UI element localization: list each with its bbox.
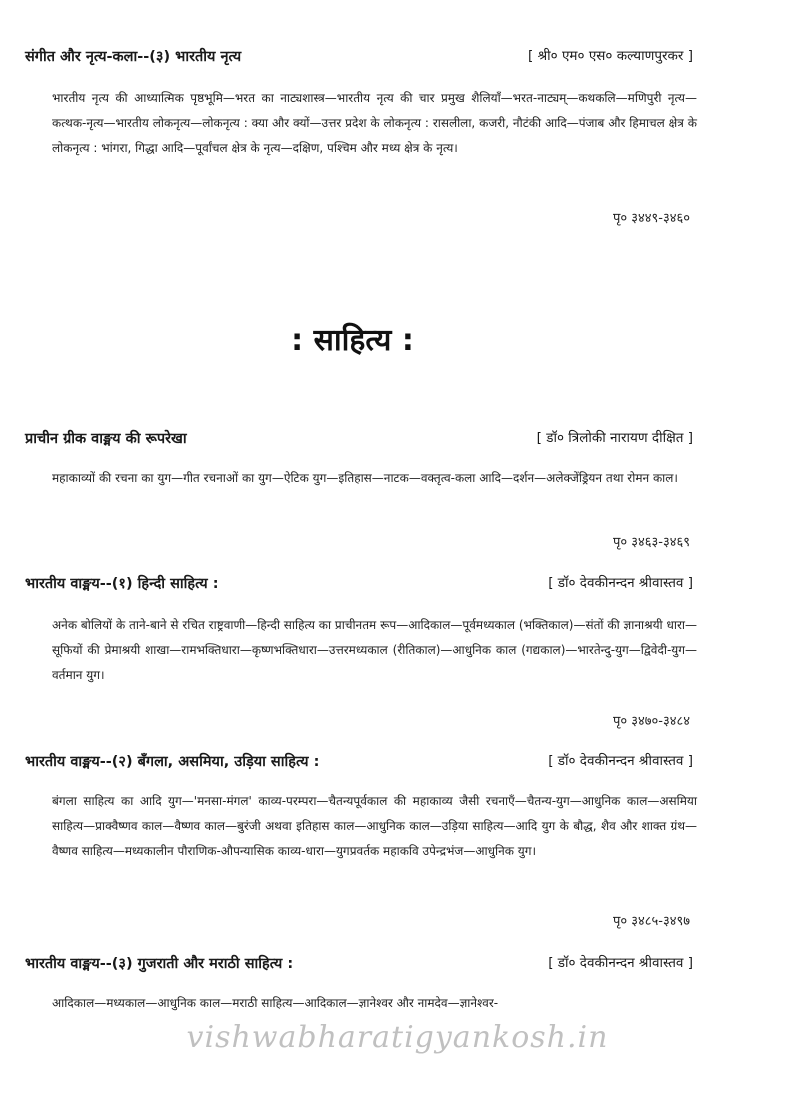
- entry-body: आदिकाल—मध्यकाल—आधुनिक काल—मराठी साहित्य—आदिकाल—ज्ञानेश्वर और नामदेव—ज्ञानेश्वर-: [52, 996, 499, 1010]
- entry-page-range: पृ० ३४६३-३४६९: [612, 535, 690, 550]
- section-heading: : साहित्य :: [291, 323, 414, 358]
- entry-author: [ डॉ० देवकीनन्दन श्रीवास्तव ]: [548, 575, 693, 591]
- entry-title: भारतीय वाङ्मय--(२) बँगला, असमिया, उड़िया साहित्य :: [25, 754, 320, 770]
- entry-title: भारतीय वाङ्मय--(१) हिन्दी साहित्य :: [25, 576, 219, 592]
- entry-page-range: पृ० ३४८५-३४९७: [612, 914, 690, 929]
- entry-author: [ डॉ० देवकीनन्दन श्रीवास्तव ]: [548, 955, 693, 971]
- entry-title: संगीत और नृत्य-कला--(३) भारतीय नृत्य: [25, 49, 242, 65]
- entry-author: [ डॉ० त्रिलोकी नारायण दीक्षित ]: [536, 430, 693, 446]
- entry-body: महाकाव्यों की रचना का युग—गीत रचनाओं का युग—ऐटिक युग—इतिहास—नाटक—वक्तृत्व-कला आदि—दर्शन—अलेक्जेंड्रियन तथा रोमन काल।: [52, 471, 678, 485]
- entry-page-range: पृ० ३४४९-३४६०: [612, 211, 690, 226]
- entry-page-range: पृ० ३४७०-३४८४: [612, 714, 690, 729]
- watermark-text: vishwabharatigyankosh.in: [186, 1020, 609, 1055]
- entry-author: [ डॉ० देवकीनन्दन श्रीवास्तव ]: [548, 753, 693, 769]
- entry-title: भारतीय वाङ्मय--(३) गुजराती और मराठी साहित्य :: [25, 956, 294, 972]
- entry-title: प्राचीन ग्रीक वाङ्मय की रूपरेखा: [25, 431, 187, 447]
- entry-body: भारतीय नृत्य की आध्यात्मिक पृष्ठभूमि—भरत का नाट्यशास्त्र—भारतीय नृत्य की चार प्रमुख शैलियाँ—भरत-नाट्यम्—कथकलि—मणिपुरी नृत्य—कत्थक-नृत्य—भारतीय लोकनृत्य—लोकनृत्य : क्या और क्यों—उत्तर प्रदेश के लोकनृत्य : रासलीला, कजरी, नौटंकी आदि—पंजाब और हिमाचल क्षेत्र के लोकनृत्य : भांगरा, गिद्धा आदि—पूर्वांचल क्षेत्र के नृत्य—दक्षिण, पश्चिम और मध्य क्षेत्र के नृत्य।: [52, 91, 697, 155]
- entry-body: अनेक बोलियों के ताने-बाने से रचित राष्ट्रवाणी—हिन्दी साहित्य का प्राचीनतम रूप—आदिकाल—पूर्वमध्यकाल (भक्तिकाल)—संतों की ज्ञानाश्रयी धारा—सूफियों की प्रेमाश्रयी शाखा—रामभक्तिधारा—कृष्णभक्तिधारा—उत्तरमध्यकाल (रीतिकाल)—आधुनिक काल (गद्यकाल)—भारतेन्दु-युग—द्विवेदी-युग—वर्तमान युग।: [52, 618, 697, 682]
- entry-body: बंगला साहित्य का आदि युग—'मनसा-मंगल' काव्य-परम्परा—चैतन्यपूर्वकाल की महाकाव्य जैसी रचनाएँ—चैतन्य-युग—आधुनिक काल—असमिया साहित्य—प्राक्वैष्णव काल—वैष्णव काल—बुरंजी अथवा इतिहास काल—आधुनिक काल—उड़िया साहित्य—आदि युग के बौद्ध, शैव और शाक्त ग्रंथ—वैष्णव साहित्य—मध्यकालीन पौराणिक-औपन्यासिक काव्य-धारा—युगप्रवर्तक महाकवि उपेन्द्रभंज—आधुनिक युग।: [52, 794, 697, 858]
- entry-author: [ श्री० एम० एस० कल्याणपुरकर ]: [528, 48, 693, 64]
